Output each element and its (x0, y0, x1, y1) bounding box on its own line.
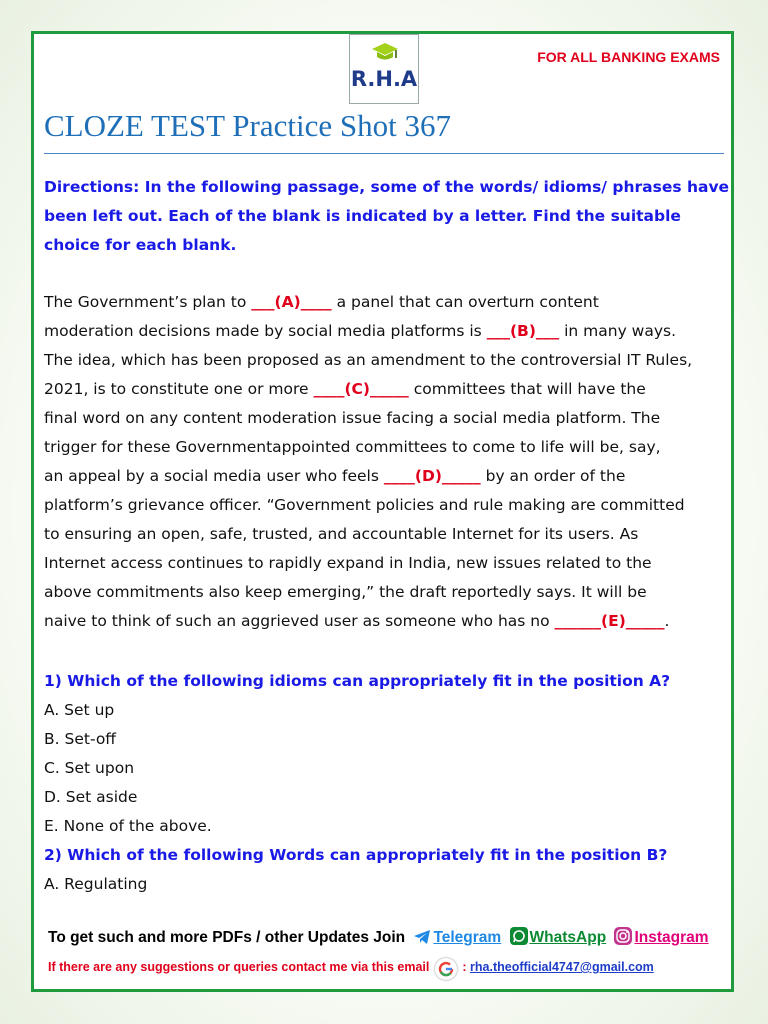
passage-text: . (664, 612, 670, 630)
blank-c: ____(C)_____ (313, 380, 409, 398)
rha-logo (349, 34, 419, 104)
option-b: B. Set-off (44, 730, 116, 748)
passage-text: by an order of the (480, 467, 626, 485)
passage-line: to ensuring an open, safe, trusted, and accountable Internet for its users. As (44, 525, 639, 543)
email-link[interactable]: rha.theofficial4747@gmail.com (470, 960, 654, 974)
blank-a: ___(A)____ (251, 293, 332, 311)
option-c: C. Set upon (44, 759, 135, 777)
passage-text: The Government’s plan to (44, 293, 252, 311)
telegram-icon[interactable] (413, 929, 431, 950)
option-a: A. Regulating (44, 875, 148, 893)
passage-text: a panel that can overturn content (331, 293, 599, 311)
passage-text: 2021, is to constitute one or more (44, 380, 314, 398)
passage-text: moderation decisions made by social media platforms is (44, 322, 487, 340)
passage-text: in many ways. (559, 322, 677, 340)
blank-e: ______(E)_____ (554, 612, 665, 630)
passage-line: final word on any content moderation issue facing a social media platform. The (44, 409, 661, 427)
blank-b: ___(B)___ (486, 322, 560, 340)
questions (44, 667, 734, 899)
passage-line (44, 607, 734, 636)
directions-line: been left out. Each of the blank is indicated by a letter. Find the suitable (44, 207, 681, 225)
question-1: 1) Which of the following idioms can appropriately fit in the position A? (44, 672, 671, 690)
passage-line (44, 317, 734, 346)
whatsapp-link[interactable]: WhatsApp (529, 929, 607, 946)
blank-d: ____(D)_____ (383, 467, 481, 485)
passage-line: The idea, which has been proposed as an amendment to the controversial IT Rules, (44, 351, 693, 369)
directions (44, 173, 734, 260)
passage (44, 288, 734, 636)
separator: : (462, 960, 467, 974)
passage-text: naive to think of such an aggrieved user as someone who has no (44, 612, 555, 630)
passage-line (44, 462, 734, 491)
logo-text: R.H.A (350, 67, 418, 91)
whatsapp-icon[interactable] (510, 927, 528, 950)
passage-text: an appeal by a social media user who feels (44, 467, 384, 485)
exam-tag: FOR ALL BANKING EXAMS (537, 49, 720, 65)
graduation-cap-icon (371, 41, 399, 67)
instagram-link[interactable]: Instagram (634, 929, 709, 946)
page-title: CLOZE TEST Practice Shot 367 (44, 108, 451, 143)
title-divider (44, 153, 724, 154)
instagram-icon[interactable] (614, 927, 632, 950)
passage-line: trigger for these Governmentappointed committees to come to life will be, say, (44, 438, 661, 456)
join-text: To get such and more PDFs / other Updates Join (48, 929, 406, 946)
google-icon (435, 958, 457, 980)
directions-line: choice for each blank. (44, 236, 237, 254)
option-a: A. Set up (44, 701, 115, 719)
contact-footer (48, 958, 654, 980)
passage-text: committees that will have the (408, 380, 646, 398)
option-e: E. None of the above. (44, 817, 212, 835)
passage-line (44, 288, 734, 317)
passage-line (44, 375, 734, 404)
directions-line: Directions: In the following passage, some of the words/ idioms/ phrases have (44, 178, 730, 196)
join-footer (48, 927, 709, 950)
question-2: 2) Which of the following Words can appropriately fit in the position B? (44, 846, 668, 864)
option-d: D. Set aside (44, 788, 138, 806)
contact-text: If there are any suggestions or queries contact me via this email (48, 960, 430, 974)
passage-line: platform’s grievance officer. “Government policies and rule making are committed (44, 496, 685, 514)
passage-line: above commitments also keep emerging,” the draft reportedly says. It will be (44, 583, 647, 601)
telegram-link[interactable]: Telegram (433, 929, 502, 946)
passage-line: Internet access continues to rapidly expand in India, new issues related to the (44, 554, 652, 572)
